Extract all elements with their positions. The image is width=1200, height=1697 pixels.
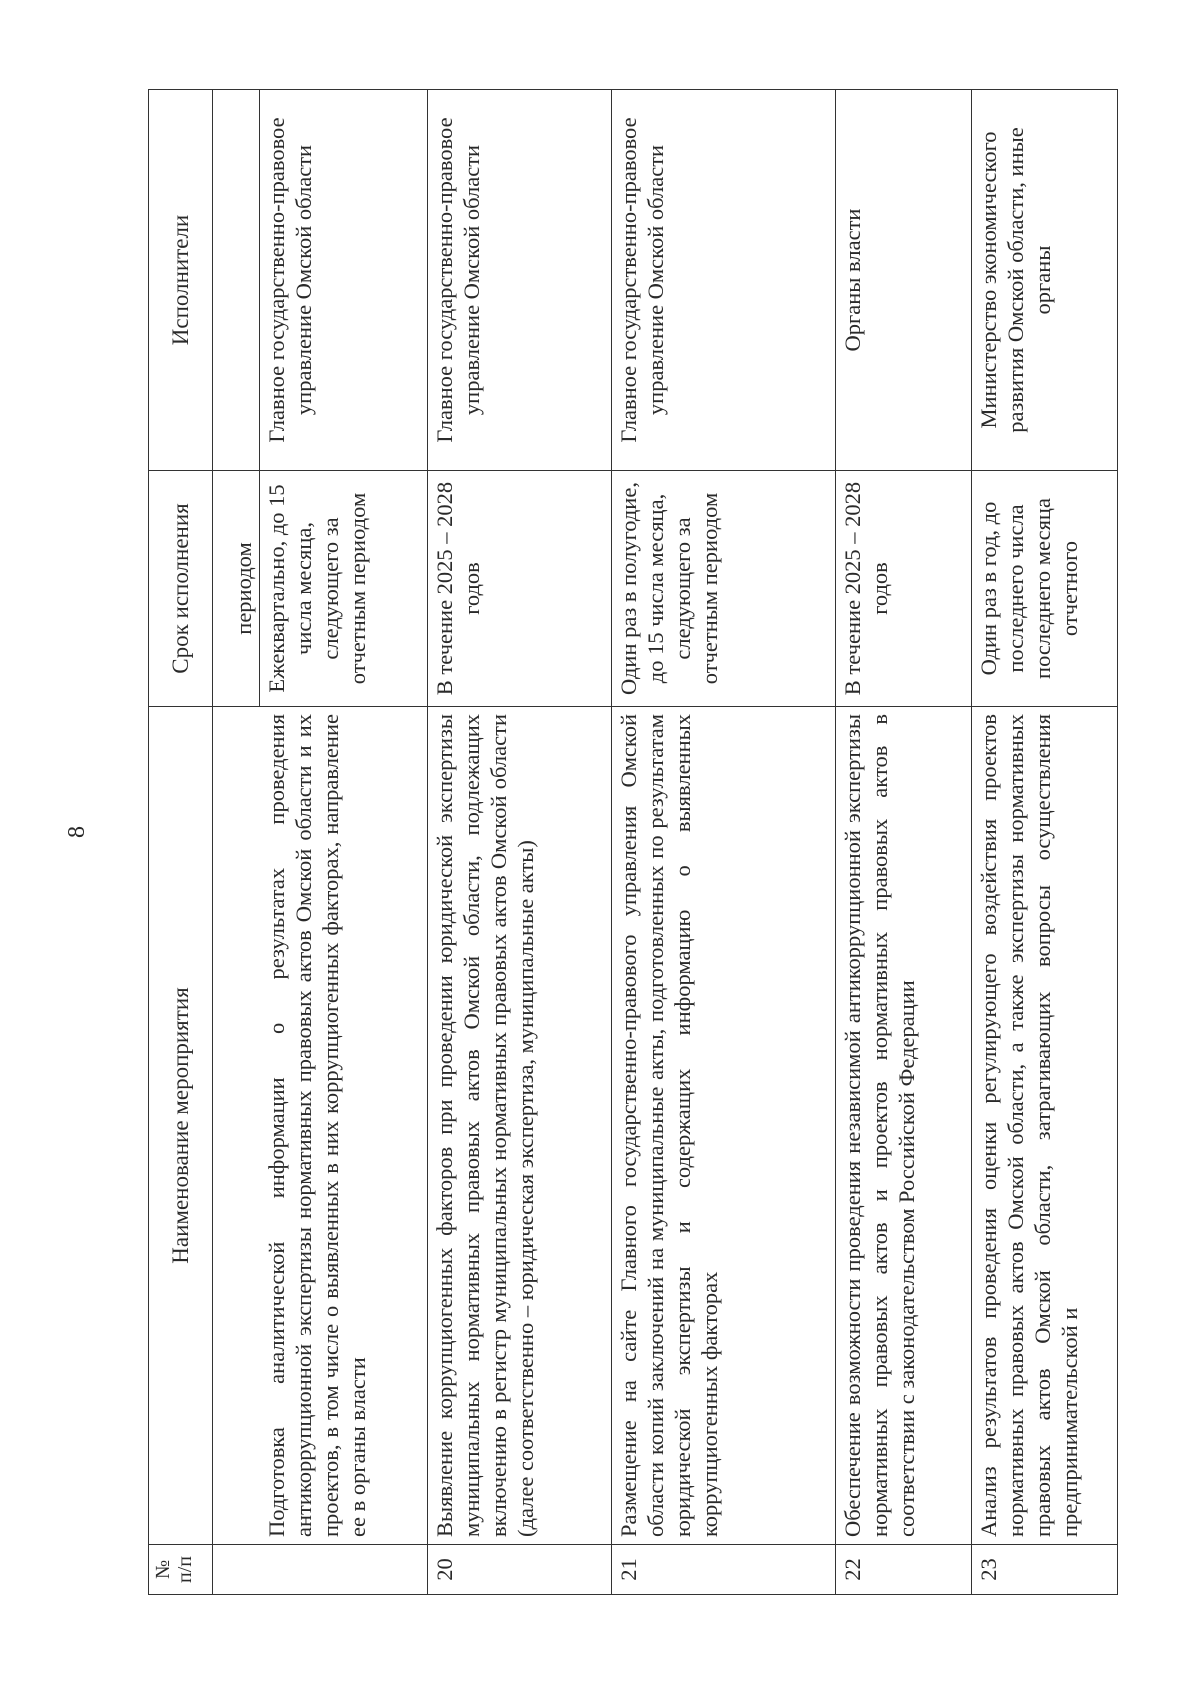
measures-table	[148, 89, 1118, 1595]
cell-num: 21	[612, 1545, 836, 1595]
cell-name: Размещение на сайте Главного государственно-правового управления Омской области копий заключений на муниципальные акты, подготовленных по результатам юридической экспертизы и содержащих информацию о выявленных коррупциогенных факторах	[612, 707, 836, 1545]
header-executors: Исполнители	[149, 90, 213, 471]
cell-name: Подготовка аналитической информации о результатах проведения антикоррупционной экспертизы нормативных правовых актов Омской области и их проектов, в том числе о выявленных в них коррупциогенных факторах, направление ее в органы власти	[260, 707, 428, 1545]
table-header-row	[149, 90, 213, 1595]
cell-num: 20	[428, 1545, 612, 1595]
table-row	[972, 90, 1118, 1595]
cell-executors: Министерство экономического развития Омской области, иные органы	[972, 90, 1118, 471]
header-num: № п/п	[149, 1545, 213, 1595]
table-row	[836, 90, 972, 1595]
table-row-continued	[213, 90, 260, 1595]
cell-deadline: Один раз в полугодие, до 15 числа месяца, следующего за отчетным периодом	[612, 471, 836, 707]
cell-deadline: Ежеквартально, до 15 числа месяца, следующего за отчетным периодом	[260, 471, 428, 707]
cell-deadline: Один раз в год, до последнего числа последнего месяца отчетного	[972, 471, 1118, 707]
cell-num: 23	[972, 1545, 1118, 1595]
cell-executors: Главное государственно-правовое управление Омской области	[260, 90, 428, 471]
cell-name: Обеспечение возможности проведения независимой антикоррупционной экспертизы нормативных правовых актов и проектов нормативных правовых актов в соответствии с законодательством Российской Федерации	[836, 707, 972, 1545]
table-row	[428, 90, 612, 1595]
cell-name	[213, 707, 260, 1545]
cell-name: Анализ результатов проведения оценки регулирующего воздействия проектов нормативных правовых актов Омской области, а также экспертизы нормативных правовых актов Омской области, затрагивающих вопросы осуществления предпринимательской и	[972, 707, 1118, 1545]
cell-executors: Главное государственно-правовое управление Омской области	[428, 90, 612, 471]
table-row	[612, 90, 836, 1595]
rotated-table-wrapper	[148, 90, 1118, 1595]
cell-num	[213, 1545, 260, 1595]
cell-executors: Органы власти	[836, 90, 972, 471]
cell-deadline: В течение 2025 – 2028 годов	[428, 471, 612, 707]
header-deadline: Срок исполнения	[149, 471, 213, 707]
cell-num: 22	[836, 1545, 972, 1595]
table-row	[260, 90, 428, 1595]
cell-executors: Главное государственно-правовое управление Омской области	[612, 90, 836, 471]
header-name: Наименование мероприятия	[149, 707, 213, 1545]
cell-deadline: периодом	[213, 471, 260, 707]
cell-name: Выявление коррупциогенных факторов при проведении юридической экспертизы муниципальных нормативных правовых актов Омской области, подлежащих включению в регистр муниципальных нормативных правовых актов Омской области (далее соответственно – юридическая экспертиза, муниципальные акты)	[428, 707, 612, 1545]
cell-num	[260, 1545, 428, 1595]
page-number: 8	[64, 826, 90, 838]
cell-executors	[213, 90, 260, 471]
cell-deadline: В течение 2025 – 2028 годов	[836, 471, 972, 707]
